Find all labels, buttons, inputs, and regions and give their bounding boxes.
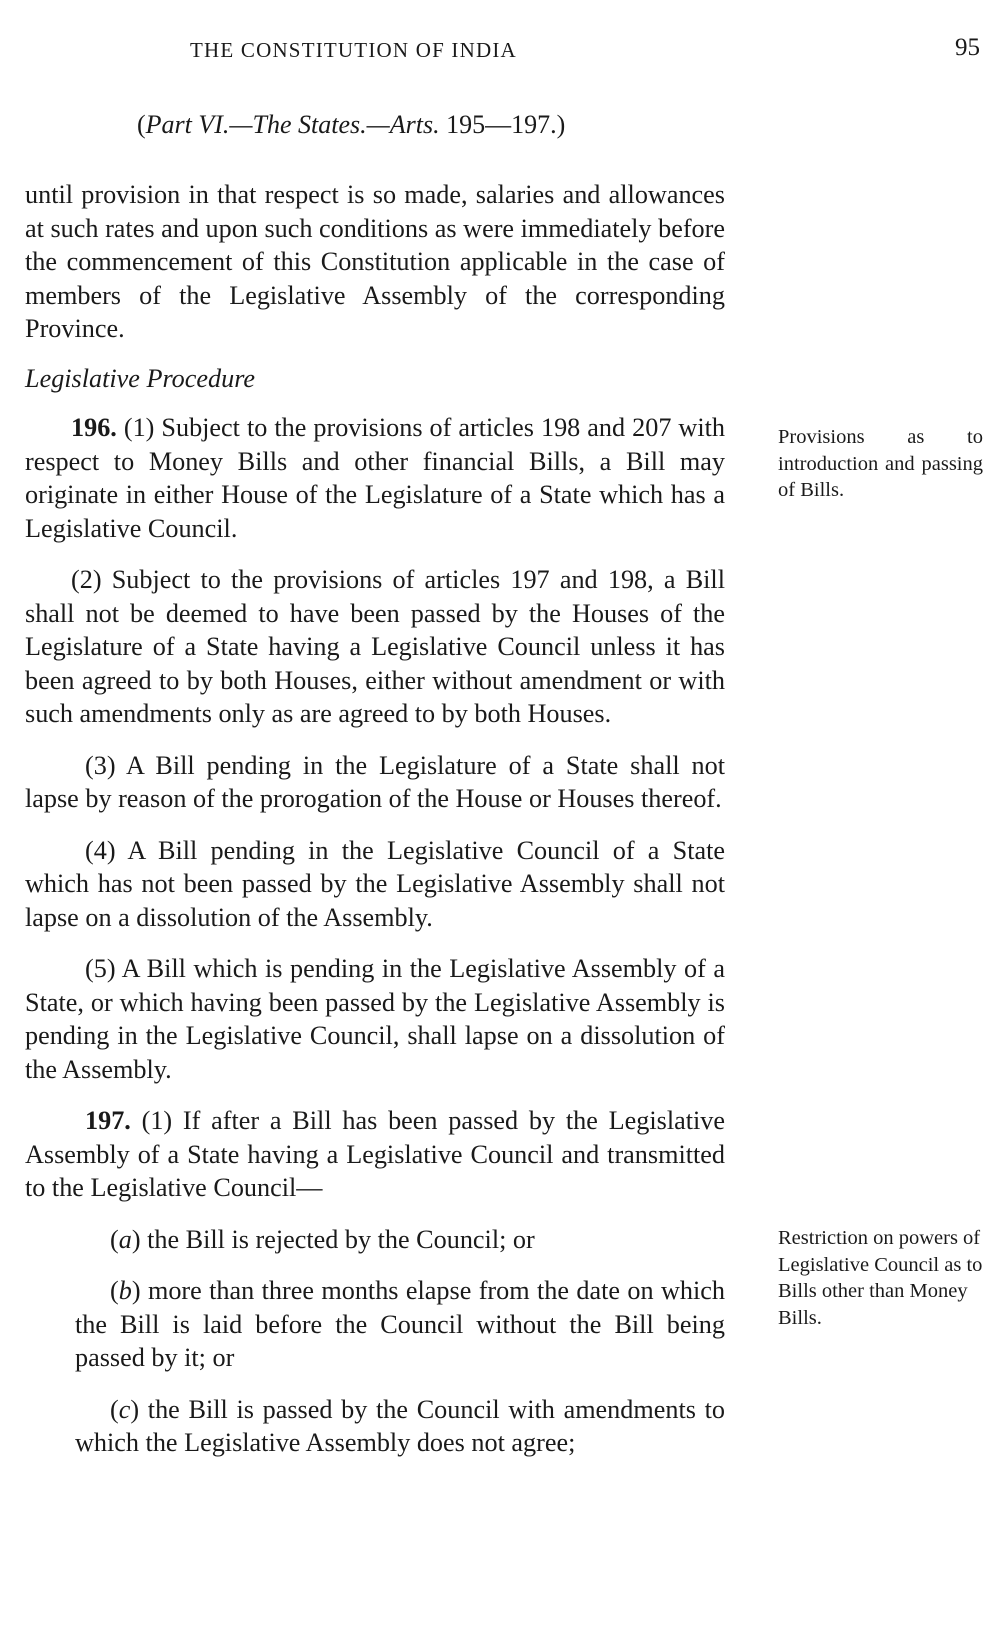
item-a-text: the Bill is rejected by the Council; or — [140, 1224, 535, 1254]
section-heading: Legislative Procedure — [25, 363, 256, 393]
book-title: THE CONSTITUTION OF INDIA — [190, 38, 517, 62]
part-heading — [137, 110, 565, 140]
article-197-item-a: (a) the Bill is rejected by the Council; or — [110, 1224, 535, 1254]
item-c-text: the Bill is passed by the Council with amendments to which the Legislative Assembly does not agree; — [75, 1394, 725, 1457]
article-197-clause-1-text: (1) If after a Bill has been passed by the Legislative Assembly of a State having a Legislative Council and transmitted to the Legislative Council— — [25, 1106, 725, 1202]
part-heading-close: 195—197.) — [439, 110, 566, 139]
part-heading-italic: Part VI.—The States.—Arts. — [145, 110, 440, 139]
item-b-letter: b — [118, 1276, 132, 1305]
margin-note-article-196: Provisions as to introduction and passing of Bills. — [778, 426, 983, 501]
part-heading-open: ( — [137, 110, 146, 139]
article-196-number: 196. — [71, 413, 117, 442]
article-196-clause-1 — [25, 411, 725, 545]
continuation-paragraph: until provision in that respect is so made, salaries and allowances at such rates and upon such conditions as were immediately before the commencement of this Constitution applicable in the case of members of the Legislative Assembly of the corresponding Province. — [25, 180, 725, 343]
running-head — [0, 34, 1000, 64]
margin-note-article-197: Restriction on powers of Legislative Council as to Bills other than Money Bills. — [778, 1227, 983, 1329]
article-197-item-b: (b) more than three months elapse from the date on which the Bill is laid before the Council without the Bill being passed by it; or — [75, 1276, 725, 1372]
article-196-clause-2: (2) Subject to the provisions of articles 197 and 198, a Bill shall not be deemed to have been passed by the Houses of the Legislature of a State having a Legislative Council unless it has been agreed to by both Houses, either without amendment or with such amendments only as are agreed to by both Houses. — [25, 565, 725, 728]
article-196-clause-4: (4) A Bill pending in the Legislative Council of a State which has not been passed by the Legislative Assembly shall not lapse on a dissolution of the Assembly. — [25, 835, 725, 932]
article-197-item-c: (c) the Bill is passed by the Council with amendments to which the Legislative Assembly does not agree; — [75, 1394, 725, 1457]
item-c-letter: c — [118, 1394, 131, 1424]
main-text — [25, 178, 725, 1460]
article-197-clause-1 — [25, 1104, 725, 1205]
article-197-number: 197. — [85, 1106, 131, 1135]
item-a-letter: a — [118, 1224, 132, 1254]
article-196-clause-1-text: (1) Subject to the provisions of articles 198 and 207 with respect to Money Bills and other financial Bills, a Bill may originate in either House of the Legislature of a State which has a Legislative Council. — [25, 413, 725, 543]
article-196-clause-3: (3) A Bill pending in the Legislature of a State shall not lapse by reason of the prorogation of the House or Houses thereof. — [25, 750, 725, 813]
item-b-text: more than three months elapse from the date on which the Bill is laid before the Council without the Bill being passed by it; or — [75, 1276, 725, 1372]
article-196-clause-5: (5) A Bill which is pending in the Legislative Assembly of a State, or which having been passed by the Legislative Assembly is pending in the Legislative Council, shall lapse on a dissolution of the Assembly. — [25, 954, 725, 1084]
page-number: 95 — [955, 34, 980, 61]
